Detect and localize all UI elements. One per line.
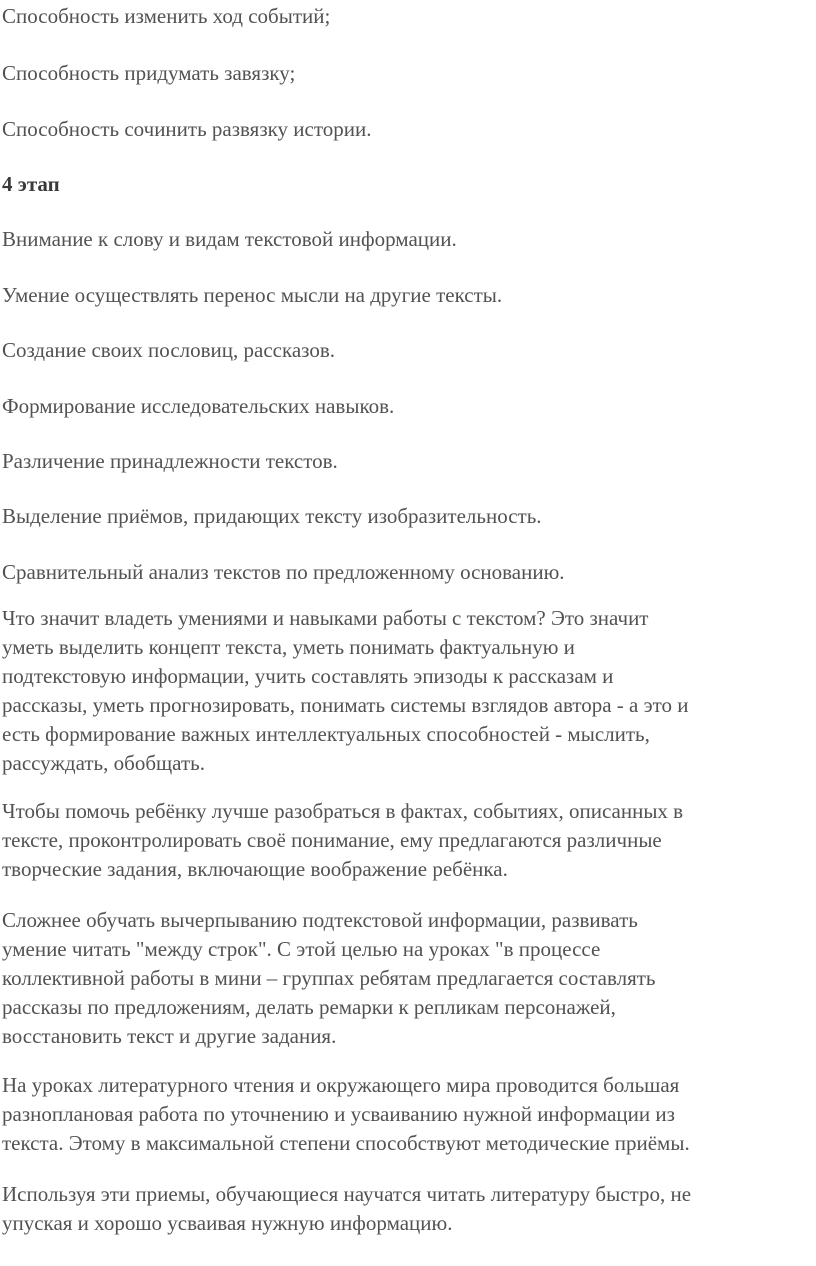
text-line: Что значит владеть умениями и навыками работы с текстом? Это значит bbox=[2, 606, 649, 630]
text-line: рассказы, уметь прогнозировать, понимать системы взглядов автора - а это и bbox=[2, 693, 689, 717]
paragraph-expressive-devices: Выделение приёмов, придающих тексту изобразительность. bbox=[2, 504, 542, 528]
text-line: Чтобы помочь ребёнку лучше разобраться в фактах, событиях, описанных в bbox=[2, 799, 684, 823]
paragraph-ability-change-events: Способность изменить ход событий; bbox=[2, 4, 331, 28]
paragraph-using-techniques bbox=[2, 1180, 691, 1238]
paragraph-transfer-thought: Умение осуществлять перенос мысли на другие тексты. bbox=[2, 283, 503, 307]
text-line: рассуждать, обобщать. bbox=[2, 751, 205, 775]
text-line: упуская и хорошо усваивая нужную информацию. bbox=[2, 1211, 453, 1235]
text-line: рассказы по предложениям, делать ремарки к репликам персонажей, bbox=[2, 995, 616, 1019]
paragraph-subtext-information bbox=[2, 906, 656, 1051]
paragraph-text-skills bbox=[2, 604, 689, 778]
paragraph-ability-invent-plot: Способность придумать завязку; bbox=[2, 61, 296, 85]
text-line: умение читать "между строк". С этой целью на уроках "в процессе bbox=[2, 937, 601, 961]
text-line: уметь выделить концепт текста, уметь понимать фактуальную и bbox=[2, 635, 575, 659]
text-line: разноплановая работа по уточнению и усваиванию нужной информации из bbox=[2, 1102, 675, 1126]
paragraph-creative-tasks bbox=[2, 797, 683, 884]
text-line: На уроках литературного чтения и окружающего мира проводится большая bbox=[2, 1073, 680, 1097]
paragraph-attention-to-word: Внимание к слову и видам текстовой информации. bbox=[2, 227, 457, 251]
text-line: творческие задания, включающие воображение ребёнка. bbox=[2, 857, 508, 881]
text-line: коллективной работы в мини – группах ребятам предлагается составлять bbox=[2, 966, 656, 990]
text-line: текста. Этому в максимальной степени способствуют методические приёмы. bbox=[2, 1131, 690, 1155]
paragraph-own-proverbs: Создание своих пословиц, рассказов. bbox=[2, 338, 336, 362]
paragraph-ability-compose-ending: Способность сочинить развязку истории. bbox=[2, 117, 372, 141]
text-line: Используя эти приемы, обучающиеся научатся читать литературу быстро, не bbox=[2, 1182, 692, 1206]
text-line: Сложнее обучать вычерпыванию подтекстовой информации, развивать bbox=[2, 908, 638, 932]
paragraph-reading-lessons bbox=[2, 1071, 690, 1158]
text-line: восстановить текст и другие задания. bbox=[2, 1024, 337, 1048]
text-line: подтекстовую информации, учить составлять эпизоды к рассказам и bbox=[2, 664, 614, 688]
text-line: есть формирование важных интеллектуальных способностей - мыслить, bbox=[2, 722, 650, 746]
paragraph-text-distinction: Различение принадлежности текстов. bbox=[2, 449, 338, 473]
section-heading-stage-4: 4 этап bbox=[2, 172, 60, 196]
paragraph-research-skills: Формирование исследовательских навыков. bbox=[2, 394, 395, 418]
text-line: тексте, проконтролировать своё понимание, ему предлагаются различные bbox=[2, 828, 662, 852]
paragraph-comparative-analysis: Сравнительный анализ текстов по предложенному основанию. bbox=[2, 560, 565, 584]
